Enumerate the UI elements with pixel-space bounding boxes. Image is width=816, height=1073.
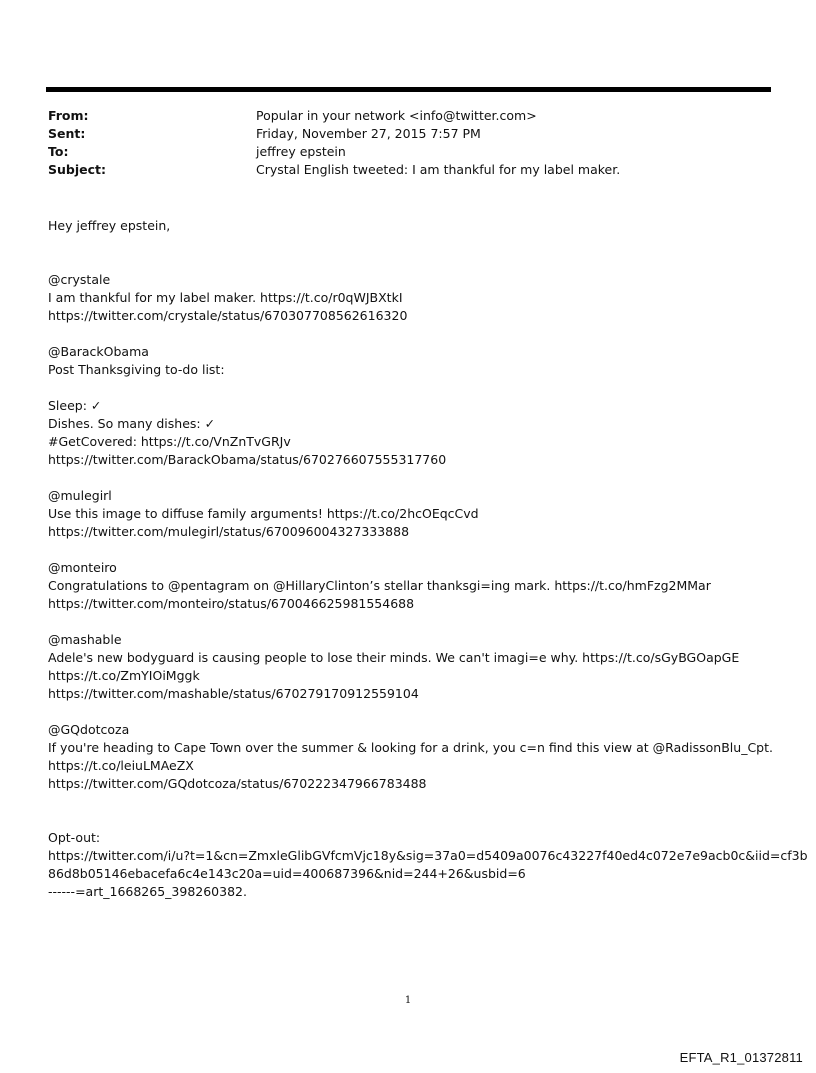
tweet-text: Congratulations to @pentagram on @HillaryClinton’s stellar thanksgi=ing mark. https://t.co/hmFzg2MMar [48, 578, 711, 593]
header-label: To: [48, 144, 69, 159]
tweet-block [48, 343, 788, 469]
tweet-handle: @monteiro [48, 560, 117, 575]
optout-label: Opt-out: [48, 830, 101, 845]
header-rule [46, 87, 771, 92]
header-label: From: [48, 108, 89, 123]
tweet-short-link[interactable]: https://t.co/leiuLMAeZX [48, 758, 194, 773]
tweet-link[interactable]: https://twitter.com/GQdotcoza/status/670222347966783488 [48, 776, 427, 791]
tweet-block [48, 721, 788, 793]
tweet-block [48, 271, 788, 325]
header-label: Subject: [48, 162, 106, 177]
header-to [48, 144, 768, 162]
tweet-text: #GetCovered: https://t.co/VnZnTvGRJv [48, 434, 291, 449]
tweet-handle: @crystale [48, 272, 111, 287]
tweet-text: I am thankful for my label maker. https://t.co/r0qWJBXtkI [48, 290, 403, 305]
tweet-text: Sleep: ✓ [48, 398, 102, 413]
header-value: Friday, November 27, 2015 7:57 PM [256, 126, 481, 141]
tweet-link[interactable]: https://twitter.com/mashable/status/670279170912559104 [48, 686, 419, 701]
optout-link[interactable]: https://twitter.com/i/u?t=1&cn=ZmxleGlibGVfcmVjc18y&sig=37a0=d5409a0076c43227f40ed4c072e7e9acb0c&iid=cf3b [48, 848, 808, 863]
greeting: Hey jeffrey epstein, [48, 218, 171, 233]
email-body [48, 217, 808, 901]
header-from [48, 108, 768, 126]
optout-link-continued[interactable]: 86d8b05146ebacefa6c4e143c20a=uid=400687396&nid=244+26&usbid=6 [48, 866, 526, 881]
document-id: EFTA_R1_01372811 [679, 1050, 803, 1065]
tweet-blank-line [48, 379, 788, 397]
tweet-handle: @BarackObama [48, 344, 149, 359]
tweet-text: Post Thanksgiving to-do list: [48, 362, 225, 377]
tweet-block [48, 631, 788, 703]
tweet-short-link[interactable]: https://t.co/ZmYIOiMggk [48, 668, 200, 683]
header-value: Crystal English tweeted: I am thankful for my label maker. [256, 162, 621, 177]
tweet-handle: @mulegirl [48, 488, 112, 503]
tweet-link[interactable]: https://twitter.com/mulegirl/status/670096004327333888 [48, 524, 410, 539]
tweet-block [48, 487, 788, 541]
header-sent [48, 126, 768, 144]
tweet-handle: @mashable [48, 632, 122, 647]
page-number: 1 [404, 995, 412, 1006]
tweet-handle: @GQdotcoza [48, 722, 130, 737]
header-subject [48, 162, 768, 180]
tweet-link[interactable]: https://twitter.com/BarackObama/status/670276607555317760 [48, 452, 447, 467]
tweet-text: Use this image to diffuse family arguments! https://t.co/2hcOEqcCvd [48, 506, 479, 521]
email-headers [48, 108, 768, 180]
tweet-text: Adele's new bodyguard is causing people to lose their minds. We can't imagi=e why. https://t.co/sGyBGOapGE [48, 650, 740, 665]
tweet-link[interactable]: https://twitter.com/monteiro/status/670046625981554688 [48, 596, 415, 611]
tweet-link[interactable]: https://twitter.com/crystale/status/670307708562616320 [48, 308, 408, 323]
tweet-text: Dishes. So many dishes: ✓ [48, 416, 216, 431]
header-label: Sent: [48, 126, 86, 141]
tweet-block [48, 559, 788, 613]
header-value: jeffrey epstein [256, 144, 346, 159]
optout-block [48, 829, 808, 901]
header-value: Popular in your network <info@twitter.com> [256, 108, 537, 123]
tweet-text: If you're heading to Cape Town over the summer & looking for a drink, you c=n find this view at @RadissonBlu_Cpt. [48, 740, 773, 755]
mime-boundary: ------=art_1668265_398260382. [48, 884, 247, 899]
